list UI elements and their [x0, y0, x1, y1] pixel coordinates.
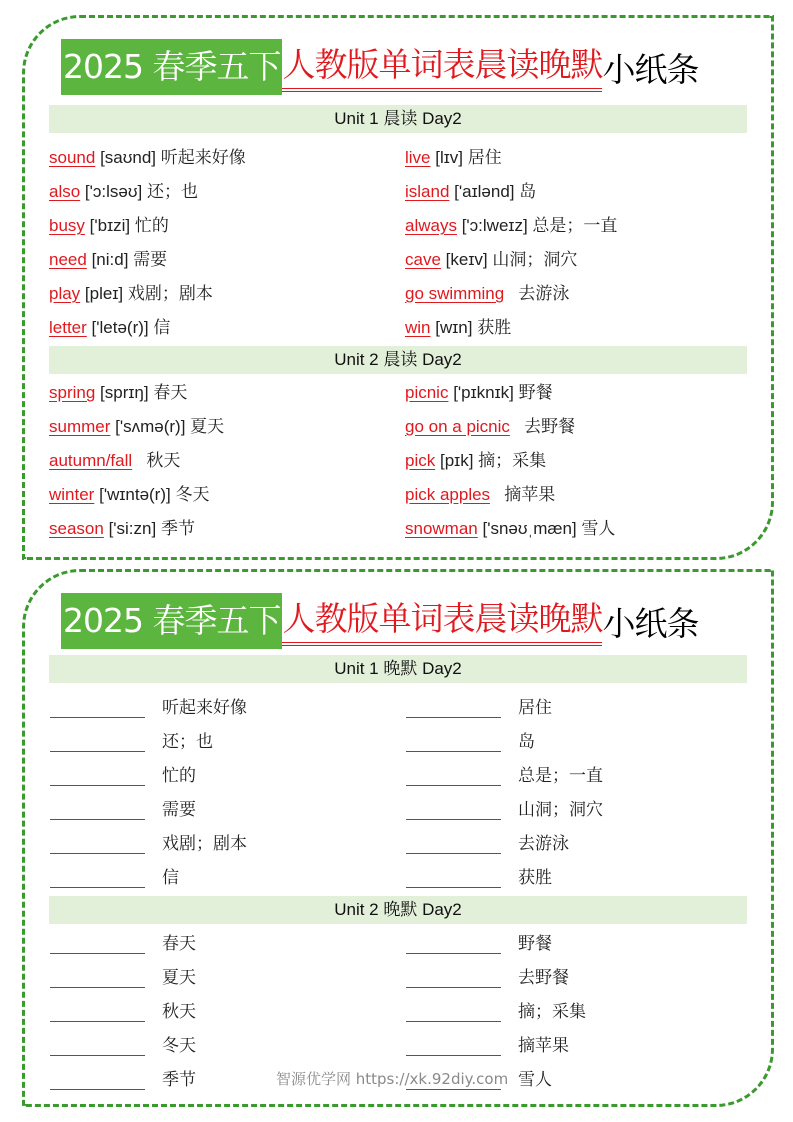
chinese-meaning: 雪人 — [581, 519, 616, 538]
english-word: sound — [49, 148, 96, 167]
chinese-meaning: 野餐 — [518, 934, 552, 953]
word-entry — [405, 444, 546, 478]
phonetic: ['pɪknɪk] — [453, 383, 514, 402]
word-entry — [49, 277, 213, 311]
english-word: cave — [405, 250, 441, 269]
dictation-row — [49, 1029, 747, 1063]
chinese-meaning: 听起来好像 — [162, 698, 247, 717]
english-word: winter — [49, 485, 95, 504]
chinese-meaning: 听起来好像 — [160, 148, 246, 167]
dictation-row — [49, 927, 747, 961]
word-row — [49, 141, 747, 175]
word-row — [49, 243, 747, 277]
page-title-2 — [61, 592, 698, 650]
chinese-meaning: 忙的 — [162, 766, 196, 785]
chinese-meaning: 摘苹果 — [504, 485, 556, 504]
title-red-part: 人教版单词表晨读晚默 — [282, 596, 602, 646]
english-word: need — [49, 250, 87, 269]
word-entry — [405, 512, 615, 546]
answer-blank[interactable] — [50, 1021, 145, 1022]
page-title — [61, 38, 698, 96]
english-word: pick — [405, 451, 436, 470]
unit1-morning-header: Unit 1 晨读 Day2 — [49, 105, 747, 133]
evening-card — [22, 569, 774, 1107]
chinese-meaning: 戏剧；剧本 — [162, 834, 247, 853]
word-entry — [49, 243, 167, 277]
chinese-meaning: 野餐 — [518, 383, 553, 402]
word-entry — [49, 444, 180, 478]
answer-blank[interactable] — [50, 1089, 145, 1090]
word-entry — [405, 175, 536, 209]
english-word: pick apples — [405, 485, 491, 504]
answer-blank[interactable] — [50, 953, 145, 954]
chinese-meaning: 居住 — [467, 148, 502, 167]
phonetic: [pleɪ] — [84, 284, 124, 303]
answer-blank[interactable] — [50, 751, 145, 752]
unit2-evening-header: Unit 2 晚默 Day2 — [49, 896, 747, 924]
watermark: 智源优学网 https://xk.92diy.com — [276, 1070, 509, 1088]
english-word: spring — [49, 383, 96, 402]
chinese-meaning: 春天 — [162, 934, 196, 953]
word-row — [49, 277, 747, 311]
phonetic: ['wɪntə(r)] — [99, 485, 171, 504]
chinese-meaning: 还；也 — [146, 182, 198, 201]
answer-blank[interactable] — [50, 1055, 145, 1056]
word-row — [49, 410, 747, 444]
chinese-meaning: 忙的 — [134, 216, 169, 235]
word-row — [49, 311, 747, 345]
phonetic: ['letə(r)] — [91, 318, 149, 337]
chinese-meaning: 冬天 — [162, 1036, 196, 1055]
chinese-meaning: 去游泳 — [518, 834, 569, 853]
english-word: summer — [49, 417, 111, 436]
phonetic: [sprɪŋ] — [100, 383, 149, 402]
word-entry — [405, 243, 577, 277]
dictation-row — [49, 861, 747, 895]
answer-blank[interactable] — [50, 987, 145, 988]
word-entry — [49, 141, 246, 175]
word-entry — [405, 376, 553, 410]
answer-blank[interactable] — [406, 1055, 501, 1056]
answer-blank[interactable] — [406, 717, 501, 718]
chinese-meaning: 季节 — [162, 1070, 196, 1089]
english-word: always — [405, 216, 457, 235]
phonetic: [lɪv] — [435, 148, 464, 167]
answer-blank[interactable] — [406, 853, 501, 854]
chinese-meaning: 秋天 — [146, 451, 181, 470]
chinese-meaning: 总是；一直 — [532, 216, 618, 235]
phonetic: [pɪk] — [439, 451, 474, 470]
chinese-meaning: 居住 — [518, 698, 552, 717]
chinese-meaning: 戏剧；剧本 — [127, 284, 213, 303]
chinese-meaning: 夏天 — [190, 417, 225, 436]
word-entry — [405, 311, 511, 345]
word-row — [49, 444, 747, 478]
phonetic: [keɪv] — [445, 250, 488, 269]
dictation-row — [49, 961, 747, 995]
english-word: play — [49, 284, 81, 303]
english-word: live — [405, 148, 431, 167]
morning-card — [22, 15, 774, 560]
chinese-meaning: 信 — [153, 318, 171, 337]
phonetic: ['bɪzi] — [89, 216, 131, 235]
word-entry — [49, 209, 169, 243]
phonetic: ['si:zn] — [108, 519, 157, 538]
phonetic: [wɪn] — [435, 318, 473, 337]
chinese-meaning: 去野餐 — [518, 968, 569, 987]
phonetic: ['sʌmə(r)] — [115, 417, 186, 436]
chinese-meaning: 季节 — [160, 519, 195, 538]
answer-blank[interactable] — [50, 819, 145, 820]
english-word: letter — [49, 318, 87, 337]
answer-blank[interactable] — [406, 953, 501, 954]
chinese-meaning: 信 — [162, 868, 179, 887]
answer-blank[interactable] — [406, 819, 501, 820]
word-entry — [49, 512, 195, 546]
dictation-row — [49, 759, 747, 793]
answer-blank[interactable] — [50, 853, 145, 854]
answer-blank[interactable] — [50, 887, 145, 888]
word-row — [49, 512, 747, 546]
title-green-part: 2025 春季五下 — [61, 39, 282, 95]
phonetic: [saʊnd] — [100, 148, 157, 167]
answer-blank[interactable] — [50, 785, 145, 786]
chinese-meaning: 需要 — [133, 250, 168, 269]
answer-blank[interactable] — [406, 785, 501, 786]
english-word: picnic — [405, 383, 449, 402]
title-red-part: 人教版单词表晨读晚默 — [282, 42, 602, 92]
answer-blank[interactable] — [406, 1021, 501, 1022]
chinese-meaning: 获胜 — [477, 318, 512, 337]
phonetic: ['aɪlənd] — [454, 182, 515, 201]
english-word: also — [49, 182, 81, 201]
dictation-row — [49, 793, 747, 827]
word-entry — [405, 410, 575, 444]
chinese-meaning: 秋天 — [162, 1002, 196, 1021]
answer-blank[interactable] — [406, 1089, 501, 1090]
answer-blank[interactable] — [406, 987, 501, 988]
chinese-meaning: 山洞；洞穴 — [492, 250, 578, 269]
word-entry — [49, 410, 224, 444]
chinese-meaning: 摘；采集 — [478, 451, 547, 470]
chinese-meaning: 摘；采集 — [518, 1002, 586, 1021]
title-black-part: 小纸条 — [602, 603, 699, 643]
chinese-meaning: 还；也 — [162, 732, 213, 751]
answer-blank[interactable] — [406, 751, 501, 752]
english-word: go on a picnic — [405, 417, 510, 436]
dictation-row — [49, 725, 747, 759]
chinese-meaning: 获胜 — [518, 868, 552, 887]
english-word: season — [49, 519, 104, 538]
word-entry — [405, 478, 555, 512]
chinese-meaning: 雪人 — [518, 1070, 552, 1089]
unit2-morning-header: Unit 2 晨读 Day2 — [49, 346, 747, 374]
phonetic: [ni:d] — [91, 250, 129, 269]
word-row — [49, 376, 747, 410]
dictation-row — [49, 827, 747, 861]
word-row — [49, 209, 747, 243]
word-entry — [405, 141, 502, 175]
chinese-meaning: 去游泳 — [518, 284, 570, 303]
chinese-meaning: 岛 — [519, 182, 537, 201]
chinese-meaning: 夏天 — [162, 968, 196, 987]
word-entry — [49, 175, 198, 209]
chinese-meaning: 岛 — [518, 732, 535, 751]
chinese-meaning: 摘苹果 — [518, 1036, 569, 1055]
english-word: go swimming — [405, 284, 505, 303]
word-entry — [49, 376, 187, 410]
word-entry — [405, 209, 617, 243]
chinese-meaning: 春天 — [153, 383, 188, 402]
phonetic: ['snəʊˌmæn] — [482, 519, 577, 538]
phonetic: ['ɔ:lsəʊ] — [84, 182, 143, 201]
chinese-meaning: 山洞；洞穴 — [518, 800, 603, 819]
word-row — [49, 175, 747, 209]
english-word: busy — [49, 216, 85, 235]
answer-blank[interactable] — [50, 717, 145, 718]
english-word: win — [405, 318, 431, 337]
title-black-part: 小纸条 — [602, 49, 699, 89]
dictation-row — [49, 691, 747, 725]
english-word: island — [405, 182, 450, 201]
word-row — [49, 478, 747, 512]
unit1-evening-header: Unit 1 晚默 Day2 — [49, 655, 747, 683]
word-entry — [49, 311, 170, 345]
phonetic: ['ɔ:lweɪz] — [461, 216, 528, 235]
answer-blank[interactable] — [406, 887, 501, 888]
word-entry — [405, 277, 569, 311]
chinese-meaning: 总是；一直 — [518, 766, 603, 785]
english-word: snowman — [405, 519, 478, 538]
dictation-row — [49, 995, 747, 1029]
chinese-meaning: 需要 — [162, 800, 196, 819]
chinese-meaning: 去野餐 — [524, 417, 576, 436]
chinese-meaning: 冬天 — [175, 485, 210, 504]
english-word: autumn/fall — [49, 451, 133, 470]
word-entry — [49, 478, 209, 512]
title-green-part: 2025 春季五下 — [61, 593, 282, 649]
